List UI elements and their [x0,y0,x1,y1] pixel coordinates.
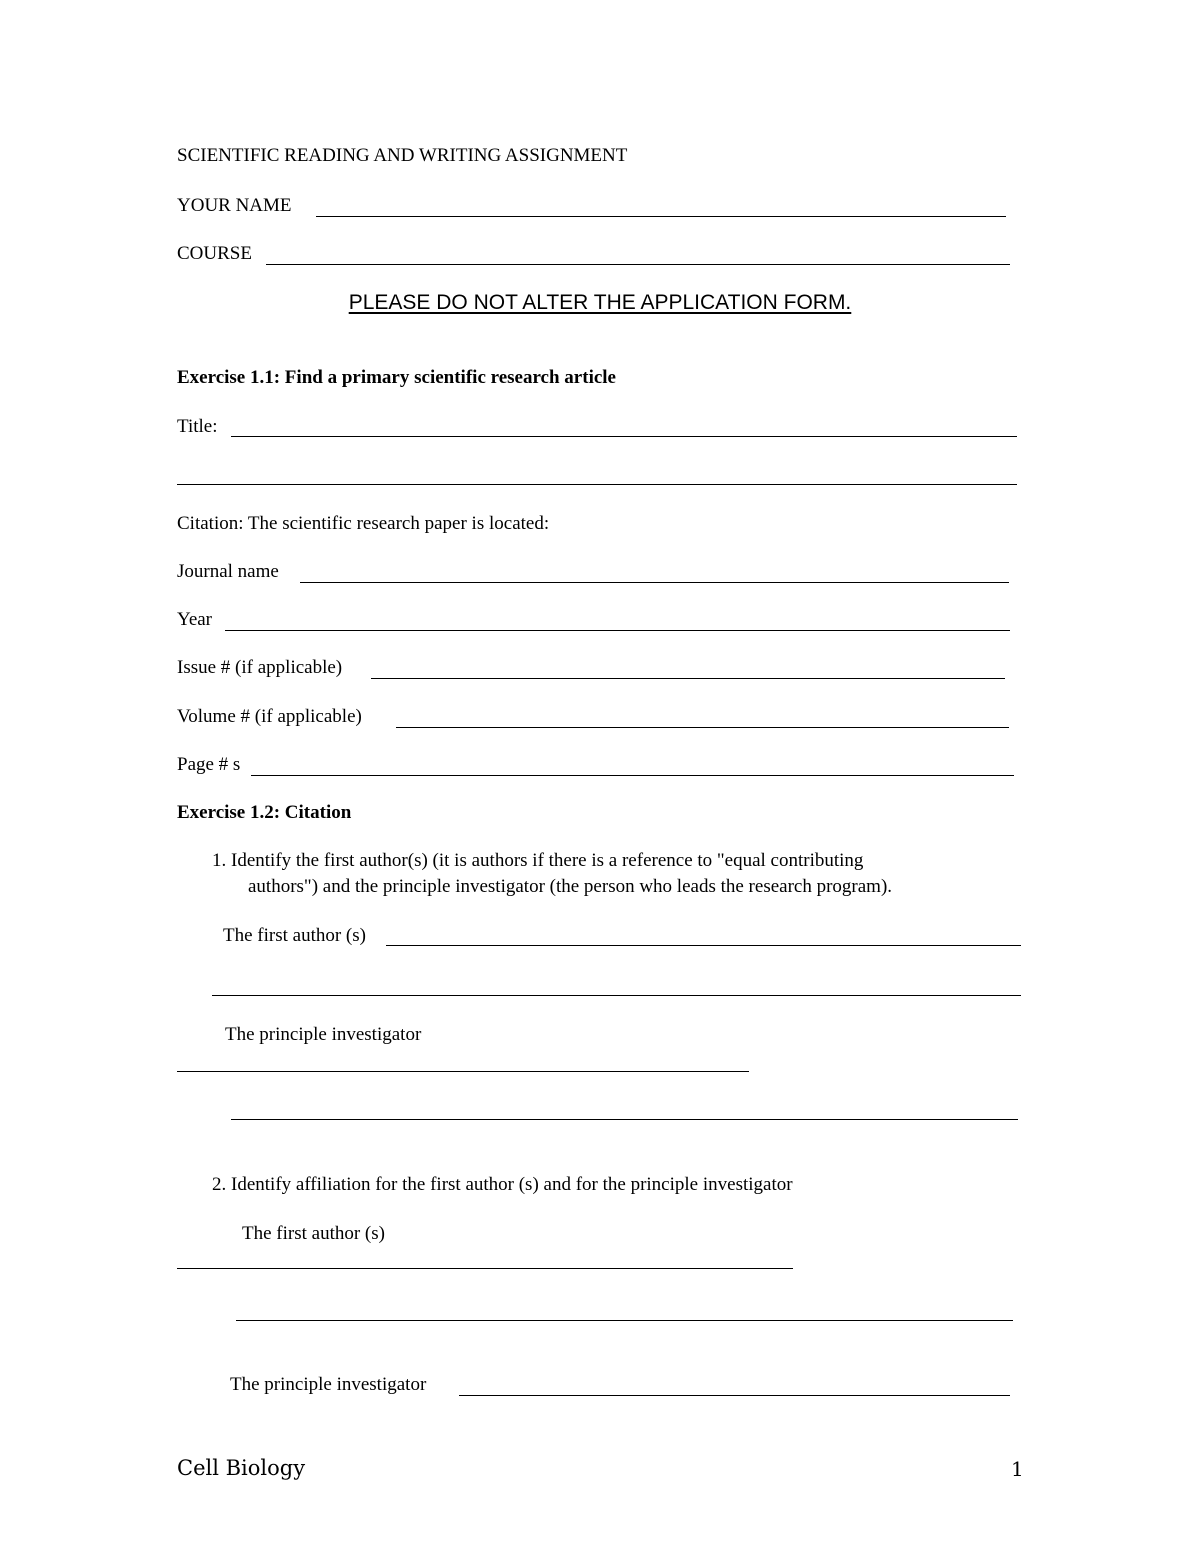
footer-page-number: 1 [1011,1457,1024,1481]
issue-field[interactable] [371,678,1005,679]
exercise-1-2-heading: Exercise 1.2: Citation [177,802,352,823]
question-2-text: 2. Identify affiliation for the first author (s) and for the principle investigator [212,1174,793,1195]
exercise-1-1-heading: Exercise 1.1: Find a primary scientific research article [177,367,616,388]
volume-field[interactable] [396,727,1009,728]
q2-first-author-field-continued[interactable] [236,1320,1013,1321]
question-1-text: 1. Identify the first author(s) (it is authors if there is a reference to "equal contributing [212,850,864,871]
q2-principle-investigator-label: The principle investigator [230,1374,427,1395]
q2-first-author-label: The first author (s) [242,1223,385,1244]
journal-name-field[interactable] [300,582,1009,583]
journal-name-label: Journal name [177,561,279,582]
notice-banner: PLEASE DO NOT ALTER THE APPLICATION FORM. [348,291,852,314]
question-1-text-continued: authors") and the principle investigator (the person who leads the research program). [248,876,893,897]
document-title: SCIENTIFIC READING AND WRITING ASSIGNMENT [177,145,628,166]
q1-principle-investigator-field[interactable] [177,1071,749,1072]
citation-text: Citation: The scientific research paper is located: [177,513,550,534]
q2-first-author-field[interactable] [177,1268,793,1269]
pages-label: Page # s [177,754,241,775]
q1-principle-investigator-label: The principle investigator [225,1024,422,1045]
q2-principle-investigator-field[interactable] [459,1395,1010,1396]
footer-course-name: Cell Biology [177,1456,306,1480]
your-name-label: YOUR NAME [177,195,292,216]
title-label: Title: [177,416,218,437]
pages-field[interactable] [251,775,1014,776]
q1-first-author-field[interactable] [386,945,1021,946]
q1-first-author-field-continued[interactable] [212,995,1021,996]
course-label: COURSE [177,243,252,264]
title-field-continued[interactable] [177,484,1017,485]
issue-label: Issue # (if applicable) [177,657,343,678]
year-field[interactable] [225,630,1010,631]
course-field[interactable] [266,264,1010,265]
your-name-field[interactable] [316,216,1006,217]
year-label: Year [177,609,213,630]
q1-principle-investigator-field-continued[interactable] [231,1119,1018,1120]
volume-label: Volume # (if applicable) [177,706,362,727]
title-field[interactable] [231,436,1017,437]
q1-first-author-label: The first author (s) [223,925,366,946]
